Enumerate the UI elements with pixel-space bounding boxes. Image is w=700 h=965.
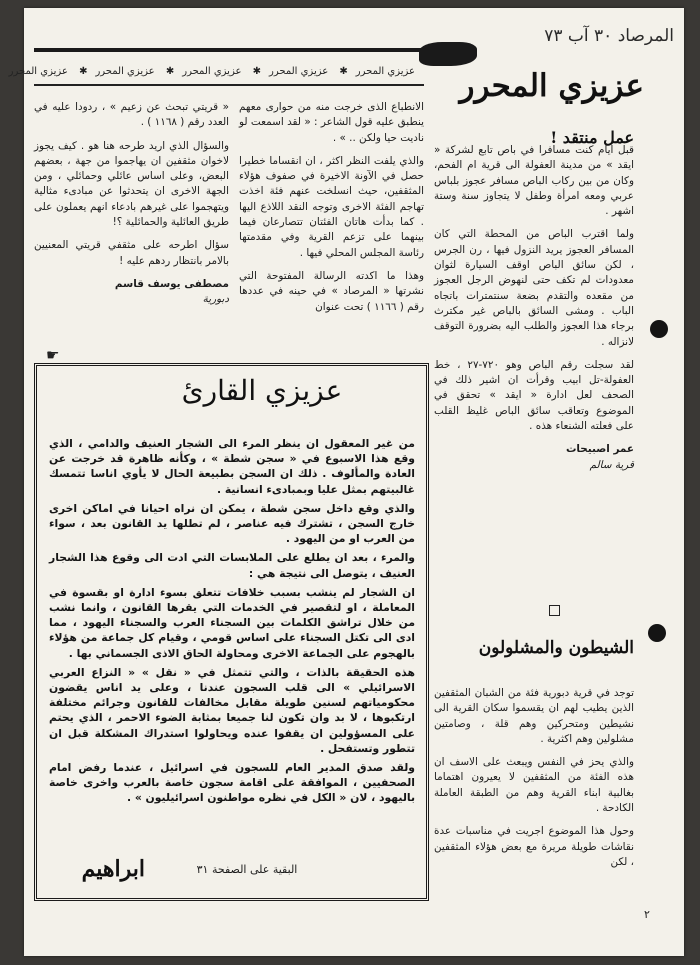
article2-middle-column	[239, 100, 424, 323]
article2-paragraph: سؤال اطرحه على مثقفي قريتي المعنيين بالامر بانتظار ردهم عليه !	[34, 239, 229, 267]
article2-paragraph: وهذا ما اكدته الرسالة المفتوحة التي نشرتها « المرصاد » في حينه في عددها رقم ( ١١٦٦ ) تحت عنوان	[239, 269, 424, 313]
article1-body	[434, 143, 634, 473]
header-strip-item: عزيزي المحرر	[182, 66, 242, 77]
newspaper-page	[8, 8, 684, 956]
header-strip-item: عزيزي المحرر	[8, 66, 68, 77]
article1-author: عمر اصبيحات	[565, 443, 634, 456]
masthead-title: عزيزي المحرر	[459, 68, 644, 104]
punch-hole	[650, 320, 668, 338]
header-strip-item: عزيزي المحرر	[95, 66, 155, 77]
section-divider-square	[549, 605, 560, 616]
article2-place: دبورية	[202, 293, 229, 306]
article2-paragraph: « قريتي تبحث عن زعيم » ، ردودا عليه في العدد رقم ( ١١٦٨ ) .	[34, 101, 229, 129]
article1-paragraph: قبل ايام كنت مسافرا في باص تابع لشركة « ايقد » من مدينة العفولة الى قرية ام الفحم، وكان من بين ركاب الباص مسافر عجوز بلباس عربي ومعه امرأة وطفل لا يتجاوز سنة وستة اشهر .	[434, 144, 634, 218]
top-rule	[34, 48, 424, 52]
article3-body	[434, 686, 634, 878]
handwritten-date-note: المرصاد ٣٠ آب ٧٣	[544, 26, 674, 46]
article1-paragraph: لقد سجلت رقم الباص وهو ٧٢٠-٢٧ ، خط العفولة-تل ابيب وقرأت ان اشير ذلك في الصحف لعل ادارة « ايقد » تحقق في الموضوع وتعاقب سائق الباص غليظ القلب على فعلته الشنعاء هذه .	[434, 358, 634, 433]
editorial-paragraph: ولقد صدق المدير العام للسجون في اسرائيل ، عندما رفض امام الصحفيين ، الموافقة على اقامة سجون خاصة بالعرب واخرى خاصة باليهود ، لان « الكل في نظره مواطنون اسرائيليون » .	[49, 761, 415, 805]
ink-blot	[419, 42, 477, 66]
editorial-continued: البقية على الصفحة ٣١	[196, 863, 298, 876]
article3-paragraph: وحول هذا الموضوع اجريت في مناسبات عدة نقاشات طويلة مريرة مع بعض هؤلاء المثقفين ، لكن	[434, 825, 634, 868]
pointing-hand-icon: ☛	[46, 346, 60, 364]
article1-paragraph: ولما اقترب الباص من المحطة التي كان المسافر العجوز يريد النزول فيها ، رن الجرس ، لكن سائق الباص اوقف السيارة لثوان معدودات لم تكف حتى لنهوض الرجل العجوز من مقعده والتقدم بضعة سنتمترات باتجاه الباب . ومشى السائق بالباص غير مكترث برجاء هذا العجوز والطلب اليه بضرورة التوقف لانزاله .	[434, 228, 634, 348]
punch-hole	[648, 624, 666, 642]
editorial-paragraph: والذي وقع داخل سجن شطة ، يمكن ان نراه احيانا في اماكن اخرى خارج السجن ، تشترك فيه عناصر ، لم تطلها يد القانون بعد ، سواء من العرب او من اليهود .	[49, 501, 415, 546]
strip-rule	[34, 84, 424, 86]
header-strip-item: عزيزي المحرر	[355, 66, 415, 77]
article1-place: قرية سالم	[589, 458, 634, 471]
header-strip-item: عزيزي المحرر	[269, 66, 329, 77]
article2-paragraph: والسؤال الذي اريد طرحه هنا هو . كيف يجوز لاخوان مثقفين ان يهاجموا من جهة ، بعضهم البعض، وعلى اساس عائلي وحمائلي ، ومن الجهة الاخرى ان يتحدثوا عن مبادىء مثالية ويتهجموا على غيرهم بادعاء انهم يعملون على طريق العائلية والحمائلية ؟!	[34, 139, 229, 229]
editorial-box	[34, 363, 429, 901]
article2-left-column	[34, 100, 229, 308]
editorial-paragraph: هذه الحقيقة بالذات ، والتي تتمثل في « نقل » « النزاع العربي الاسرائيلي » الى قلب السجون عندنا ، وعلى يد اناس يقضون محكومياتهم لسنين طويلة مقابل مخالفات للقانون وجرائم مختلفة ارتكبوها ، لا بد وان تكون لنا جميعا بمثابة الضوء الاحمر ، الذي يحتم على المسؤولين ان يقفوا عنده ويحاولوا استدراك المشكلة قبل ان تتطور وتستفحل .	[49, 665, 415, 755]
article3-title: الشيطون والمشلولون	[478, 638, 634, 658]
article1-title: عمل منتقد !	[550, 128, 634, 147]
article2-paragraph: والذي يلفت النظر اكثر ، ان انقساما خطيرا حصل في الآونة الاخيرة في صفوف هؤلاء المثقفين، حيث انسلخت عنهم فئة اخذت تهاجم الفئة الاخرى وتوجه النقد اللاذع اليها . كما بدأت هاتان الفئتان تتصارعان فيما بينهما على تزعم القرية وفي مقدمتها رئاسة المجلس المحلي فيها .	[239, 154, 424, 259]
article2-author: مصطفى يوسف قاسم	[114, 277, 229, 290]
editorial-signature: ابراهيم	[81, 856, 145, 882]
header-strip: عزيزي المحرر✱ عزيزي المحرر✱ عزيزي المحرر✱ عزيزي المحرر✱ عزيزي المحرر	[8, 66, 415, 77]
editorial-paragraph: من غير المعقول ان ينظر المرء الى الشجار العنيف والدامي ، الذي وقع هذا الاسبوع في « سجن شطة » ، وكأنه ظاهرة قد خرجت عن العادة والمألوف . ذلك ان السجن بطبيعة الحال لا يأوي اناسا تتمسك غالبيتهم بمثل عليا وبمبادىء انسانية .	[49, 437, 415, 496]
editorial-body	[49, 436, 415, 810]
article3-paragraph: والذي يحز في النفس ويبعث على الاسف ان هذه الفئة من المثقفين لا يعيرون اهتماما بغالبية ابناء القرية وهم من الطبقة العاملة الكادحة .	[434, 756, 634, 815]
article2-paragraph: الانطباع الذى خرجت منه من حوارى معهم ينطبق عليه قول الشاعر : « لقد اسمعت لو ناديت حيا ولكن .. » .	[239, 101, 424, 144]
editorial-title: عزيزي القارئ	[181, 374, 343, 407]
article3-paragraph: توجد في قرية دبورية فئة من الشبان المثقفين الذين يطيب لهم ان يقسموا سكان القرية الى نشيطين ومتحركين وهم قلة ، وصامتين مشلولين وهم اكثرية .	[434, 687, 634, 745]
editorial-paragraph: ان الشجار لم ينشب بسبب خلافات تتعلق بسوء ادارة او بقسوة في المعاملة ، او لتقصير في الخدمات التي يقرها القانون ، وانما نشب من خلال تراشق الكلمات بين السجناء العرب والسجناء اليهود ، مما ادى الى تكتل السجناء على اساس قومي ، وقيام كل جماعة من هؤلاء بالهجوم على الجماعة الاخرى ومحاولة الحاق الاذى الجسماني بها .	[49, 585, 415, 660]
editorial-paragraph: والمرء ، بعد ان يطلع على الملابسات التي ادت الى وقوع هذا الشجار العنيف ، يتوصل الى نتيجة هي :	[49, 551, 415, 580]
page-number: ٢	[644, 908, 650, 921]
